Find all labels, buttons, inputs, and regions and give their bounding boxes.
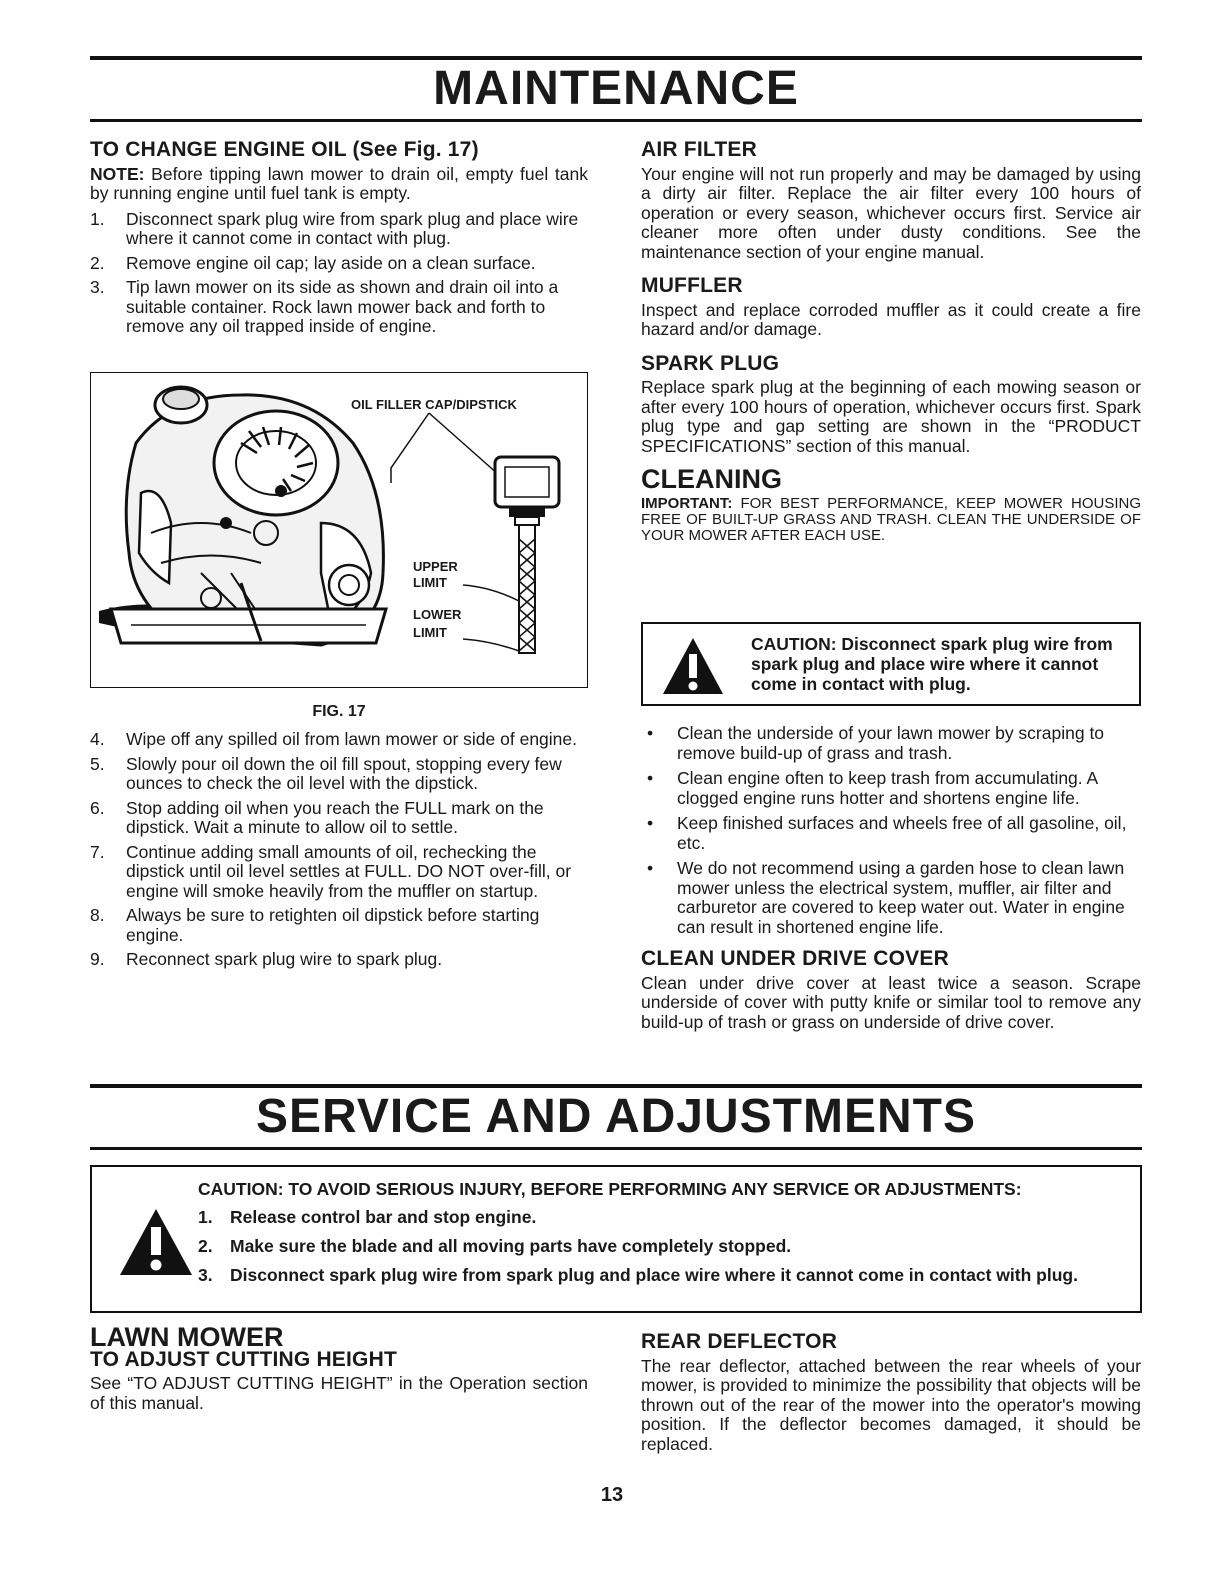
page-title: MAINTENANCE [433,62,799,115]
label-upper: UPPER [413,559,458,574]
step-number: 9. [90,949,105,969]
drive-cover-text: Clean under drive cover at least twice a season. Scrape underside of cover with putty knife or similar tool to remove any build-up of trash or grass on underside of drive cover. [641,972,1141,1032]
caution-text: CAUTION: Disconnect spark plug wire from spark plug and place wire where it cannot come in contact with plug. [751,634,1113,694]
cutting-height-text: See “TO ADJUST CUTTING HEIGHT” in the Operation section of this manual. [90,1373,588,1413]
caution-item-number: 1. [198,1207,213,1227]
warning-icon [661,636,725,696]
muffler-text: Inspect and replace corroded muffler as it could create a fire hazard and/or damage. [641,299,1141,339]
service-rule-top [90,1084,1142,1088]
cleaning-heading: CLEANING [641,464,782,494]
rear-deflector-section [641,1332,1141,1454]
rear-deflector-heading: REAR DEFLECTOR [641,1330,838,1353]
service-caution-title: CAUTION: TO AVOID SERIOUS INJURY, BEFORE PERFORMING ANY SERVICE OR ADJUSTMENTS: [198,1179,1022,1199]
cleaning-caution-box [641,622,1141,706]
figure-caption: FIG. 17 [312,703,366,720]
right-column [641,140,1141,544]
cleaning-bullet-item [641,724,1141,763]
air-filter-text: Your engine will not run properly and may be damaged by using a dirty air filter. Replace the air filter every 100 hours of operation or every season, whichever occurs first. Service air cleaner more often under dusty conditions. See the maintenance section of your engine manual. [641,163,1141,262]
bullet-marker: • [647,858,654,878]
spark-plug-text: Replace spark plug at the beginning of each mowing season or after every 100 hours of operation, whichever occurs first. Spark plug type and gap setting are shown in the “PRODUCT SPECIFICATIONS” section of this manual. [641,377,1141,456]
step-text: Tip lawn mower on its side as shown and drain oil into a suitable container. Rock lawn mower back and forth to remove any oil trapped inside of engine. [126,277,559,336]
step-text: Always be sure to retighten oil dipstick before starting engine. [126,905,540,945]
step-number: 2. [90,252,105,273]
service-caution-item [198,1265,1118,1285]
oil-step [90,799,588,838]
step-number: 4. [90,729,105,749]
oil-step [90,254,588,274]
step-text: Slowly pour oil down the oil fill spout, stopping every few ounces to check the oil level with the dipstick. [126,753,562,793]
title-rule [90,119,1142,122]
warning-icon-large [118,1207,194,1277]
bullet-text: We do not recommend using a garden hose to clean lawn mower unless the electrical system, muffler, air filter and carburetor are covered to keep water out. Water in engine can result in shortened engine life. [677,858,1125,937]
oil-steps-list-2 [90,730,588,970]
oil-note [90,165,588,204]
service-caution-item [198,1207,1118,1227]
step-text: Remove engine oil cap; lay aside on a clean surface. [126,252,536,273]
oil-step [90,278,588,337]
top-rule [90,56,1142,60]
caution-item-text: Make sure the blade and all moving parts have completely stopped. [230,1236,792,1256]
air-filter-heading: AIR FILTER [641,138,757,161]
label-upper-limit: LIMIT [413,575,447,590]
step-number: 5. [90,753,105,774]
service-caution-box [90,1165,1142,1313]
label-lower: LOWER [413,607,462,622]
bullet-text: Clean engine often to keep trash from accumulating. A clogged engine runs hotter and shortens engine life. [677,768,1098,808]
bullet-marker: • [647,723,654,743]
label-oil-filler-cap: OIL FILLER CAP/DIPSTICK [351,397,517,412]
cleaning-bullet-item [641,814,1141,853]
oil-steps-continued [90,730,588,975]
step-number: 3. [90,277,105,297]
bullet-marker: • [647,768,654,788]
oil-step [90,906,588,945]
figure-17 [90,372,588,688]
important-text: FOR BEST PERFORMANCE, KEEP MOWER HOUSING FREE OF BUILT-UP GRASS AND TRASH. CLEAN THE UNDERSIDE OF YOUR MOWER AFTER EACH USE. [641,494,1141,544]
spark-plug-heading: SPARK PLUG [641,351,780,375]
service-title: SERVICE AND ADJUSTMENTS [256,1090,976,1143]
cleaning-important [641,496,1141,544]
lawn-mower-section [90,1322,588,1413]
drive-cover-heading: CLEAN UNDER DRIVE COVER [641,947,949,970]
cleaning-bullets-wrap [641,724,1141,1032]
bullet-text: Clean the underside of your lawn mower by scraping to remove build-up of grass and trash. [677,723,1105,763]
note-text: Before tipping lawn mower to drain oil, empty fuel tank by running engine until fuel tank is empty. [90,163,588,203]
oil-step [90,950,588,970]
cleaning-bullets [641,724,1141,937]
oil-section [90,140,588,342]
oil-steps-list [90,210,588,337]
service-caution-list [198,1207,1118,1294]
caution-item-number: 2. [198,1236,213,1256]
oil-heading: TO CHANGE ENGINE OIL (See Fig. 17) [90,138,479,161]
service-rule-bottom [90,1147,1142,1150]
step-number: 7. [90,841,105,862]
caution-item-text: Disconnect spark plug wire from spark plug and place wire where it cannot come in contact with plug. [230,1265,1078,1285]
rear-deflector-text: The rear deflector, attached between the rear wheels of your mower, is provided to minimize the possibility that objects will be thrown out of the rear of the mower into the operator's mowing position. If the deflector becomes damaged, it should be replaced. [641,1355,1141,1454]
oil-step [90,210,588,249]
cleaning-bullet-item [641,859,1141,937]
oil-step [90,730,588,750]
lawn-mower-heading: LAWN MOWER [90,1322,284,1352]
important-label: IMPORTANT: [641,494,733,512]
bullet-text: Keep finished surfaces and wheels free of all gasoline, oil, etc. [677,813,1127,853]
bullet-marker: • [647,813,654,833]
step-text: Wipe off any spilled oil from lawn mower or side of engine. [126,729,578,749]
step-number: 8. [90,905,105,925]
oil-step [90,755,588,794]
step-text: Reconnect spark plug wire to spark plug. [126,949,443,969]
step-text: Disconnect spark plug wire from spark plug and place wire where it cannot come in contact with plug. [126,208,579,248]
oil-step [90,843,588,902]
step-number: 1. [90,208,105,229]
cleaning-bullet-item [641,769,1141,808]
step-text: Continue adding small amounts of oil, rechecking the dipstick until oil level settles at FULL. DO NOT over-fill, or engine will smoke heavily from the muffler on startup. [126,841,572,901]
cutting-height-heading: TO ADJUST CUTTING HEIGHT [90,1347,397,1371]
step-text: Stop adding oil when you reach the FULL mark on the dipstick. Wait a minute to allow oil to settle. [126,797,544,837]
note-label: NOTE: [90,163,145,184]
service-caution-item [198,1236,1118,1256]
step-number: 6. [90,797,105,818]
caution-item-text: Release control bar and stop engine. [230,1207,537,1227]
muffler-heading: MUFFLER [641,274,743,297]
engine-dipstick-illustration [91,373,586,686]
caution-item-number: 3. [198,1265,213,1285]
label-lower-limit: LIMIT [413,625,447,640]
page-number: 13 [600,1484,624,1506]
